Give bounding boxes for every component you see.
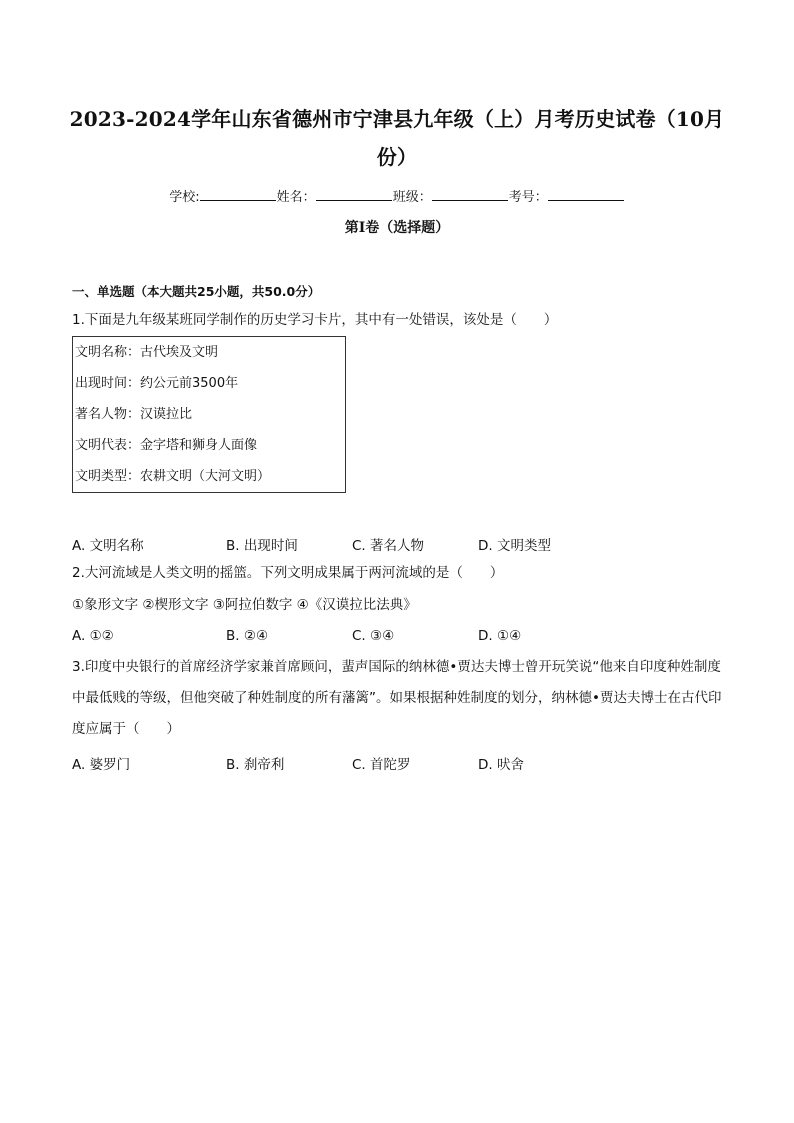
q3-option-d[interactable]: D. 吠舍: [478, 757, 524, 773]
question-2-items: ①象形文字 ②楔形文字 ③阿拉伯数字 ④《汉谟拉比法典》: [72, 597, 417, 613]
question-2-options: [72, 628, 732, 652]
number-blank: [548, 188, 624, 201]
student-info-line: [0, 186, 794, 205]
school-field: [169, 186, 276, 205]
section-heading: 一、单选题（本大题共25小题，共50.0分）: [72, 284, 321, 299]
class-label: 班级：: [392, 190, 432, 205]
number-field: [509, 186, 625, 205]
q1-option-c[interactable]: C. 著名人物: [352, 538, 425, 554]
q3-option-c[interactable]: C. 首陀罗: [352, 757, 411, 773]
card-row-civilization-name: 文明名称：古代埃及文明: [75, 345, 219, 360]
q2-option-d[interactable]: D. ①④: [478, 628, 522, 644]
question-3-stem: 3.印度中央银行的首席经济学家兼首席顾问，蜚声国际的纳林德•贾达夫博士曾开玩笑说“他来自印度种姓制度中最低贱的等级，但他突破了种姓制度的所有藩篱”。如果根据种姓制度的划分，纳林德•贾达夫博士在古代印度应属于（ ）: [72, 659, 722, 737]
card-row-representative: 文明代表：金字塔和狮身人面像: [75, 438, 258, 453]
class-field: [393, 186, 509, 205]
q2-option-b[interactable]: B. ②④: [226, 628, 269, 644]
q2-option-c[interactable]: C. ③④: [352, 628, 395, 644]
card-row-type: 文明类型：农耕文明（大河文明）: [75, 469, 271, 484]
question-1-stem: 1.下面是九年级某班同学制作的历史学习卡片，其中有一处错误，该处是（ ）: [72, 312, 558, 328]
card-row-time: 出现时间：约公元前3500年: [75, 376, 239, 391]
q3-option-a[interactable]: A. 婆罗门: [72, 757, 131, 773]
q2-option-a[interactable]: A. ①②: [72, 628, 114, 644]
class-blank: [432, 188, 508, 201]
number-label: 考号：: [508, 190, 548, 205]
school-blank: [200, 188, 276, 201]
q1-option-d[interactable]: D. 文明类型: [478, 538, 551, 554]
question-2-stem: 2.大河流域是人类文明的摇篮。下列文明成果属于两河流域的是（ ）: [72, 565, 504, 581]
exam-title: 2023-2024学年山东省德州市宁津县九年级（上）月考历史试卷（10月份）: [69, 107, 725, 169]
history-study-card: [72, 336, 346, 493]
name-field: [277, 186, 393, 205]
question-3-options: [72, 753, 732, 777]
q3-option-b[interactable]: B. 刹帝利: [226, 757, 285, 773]
school-label: 学校:: [169, 190, 200, 205]
q1-option-a[interactable]: A. 文明名称: [72, 538, 144, 554]
name-blank: [316, 188, 392, 201]
question-1-options: [72, 534, 732, 558]
card-row-figure: 著名人物：汉谟拉比: [75, 407, 193, 422]
name-label: 姓名：: [276, 190, 316, 205]
q1-option-b[interactable]: B. 出现时间: [226, 538, 298, 554]
volume-heading: 第I卷（选择题）: [344, 220, 450, 236]
